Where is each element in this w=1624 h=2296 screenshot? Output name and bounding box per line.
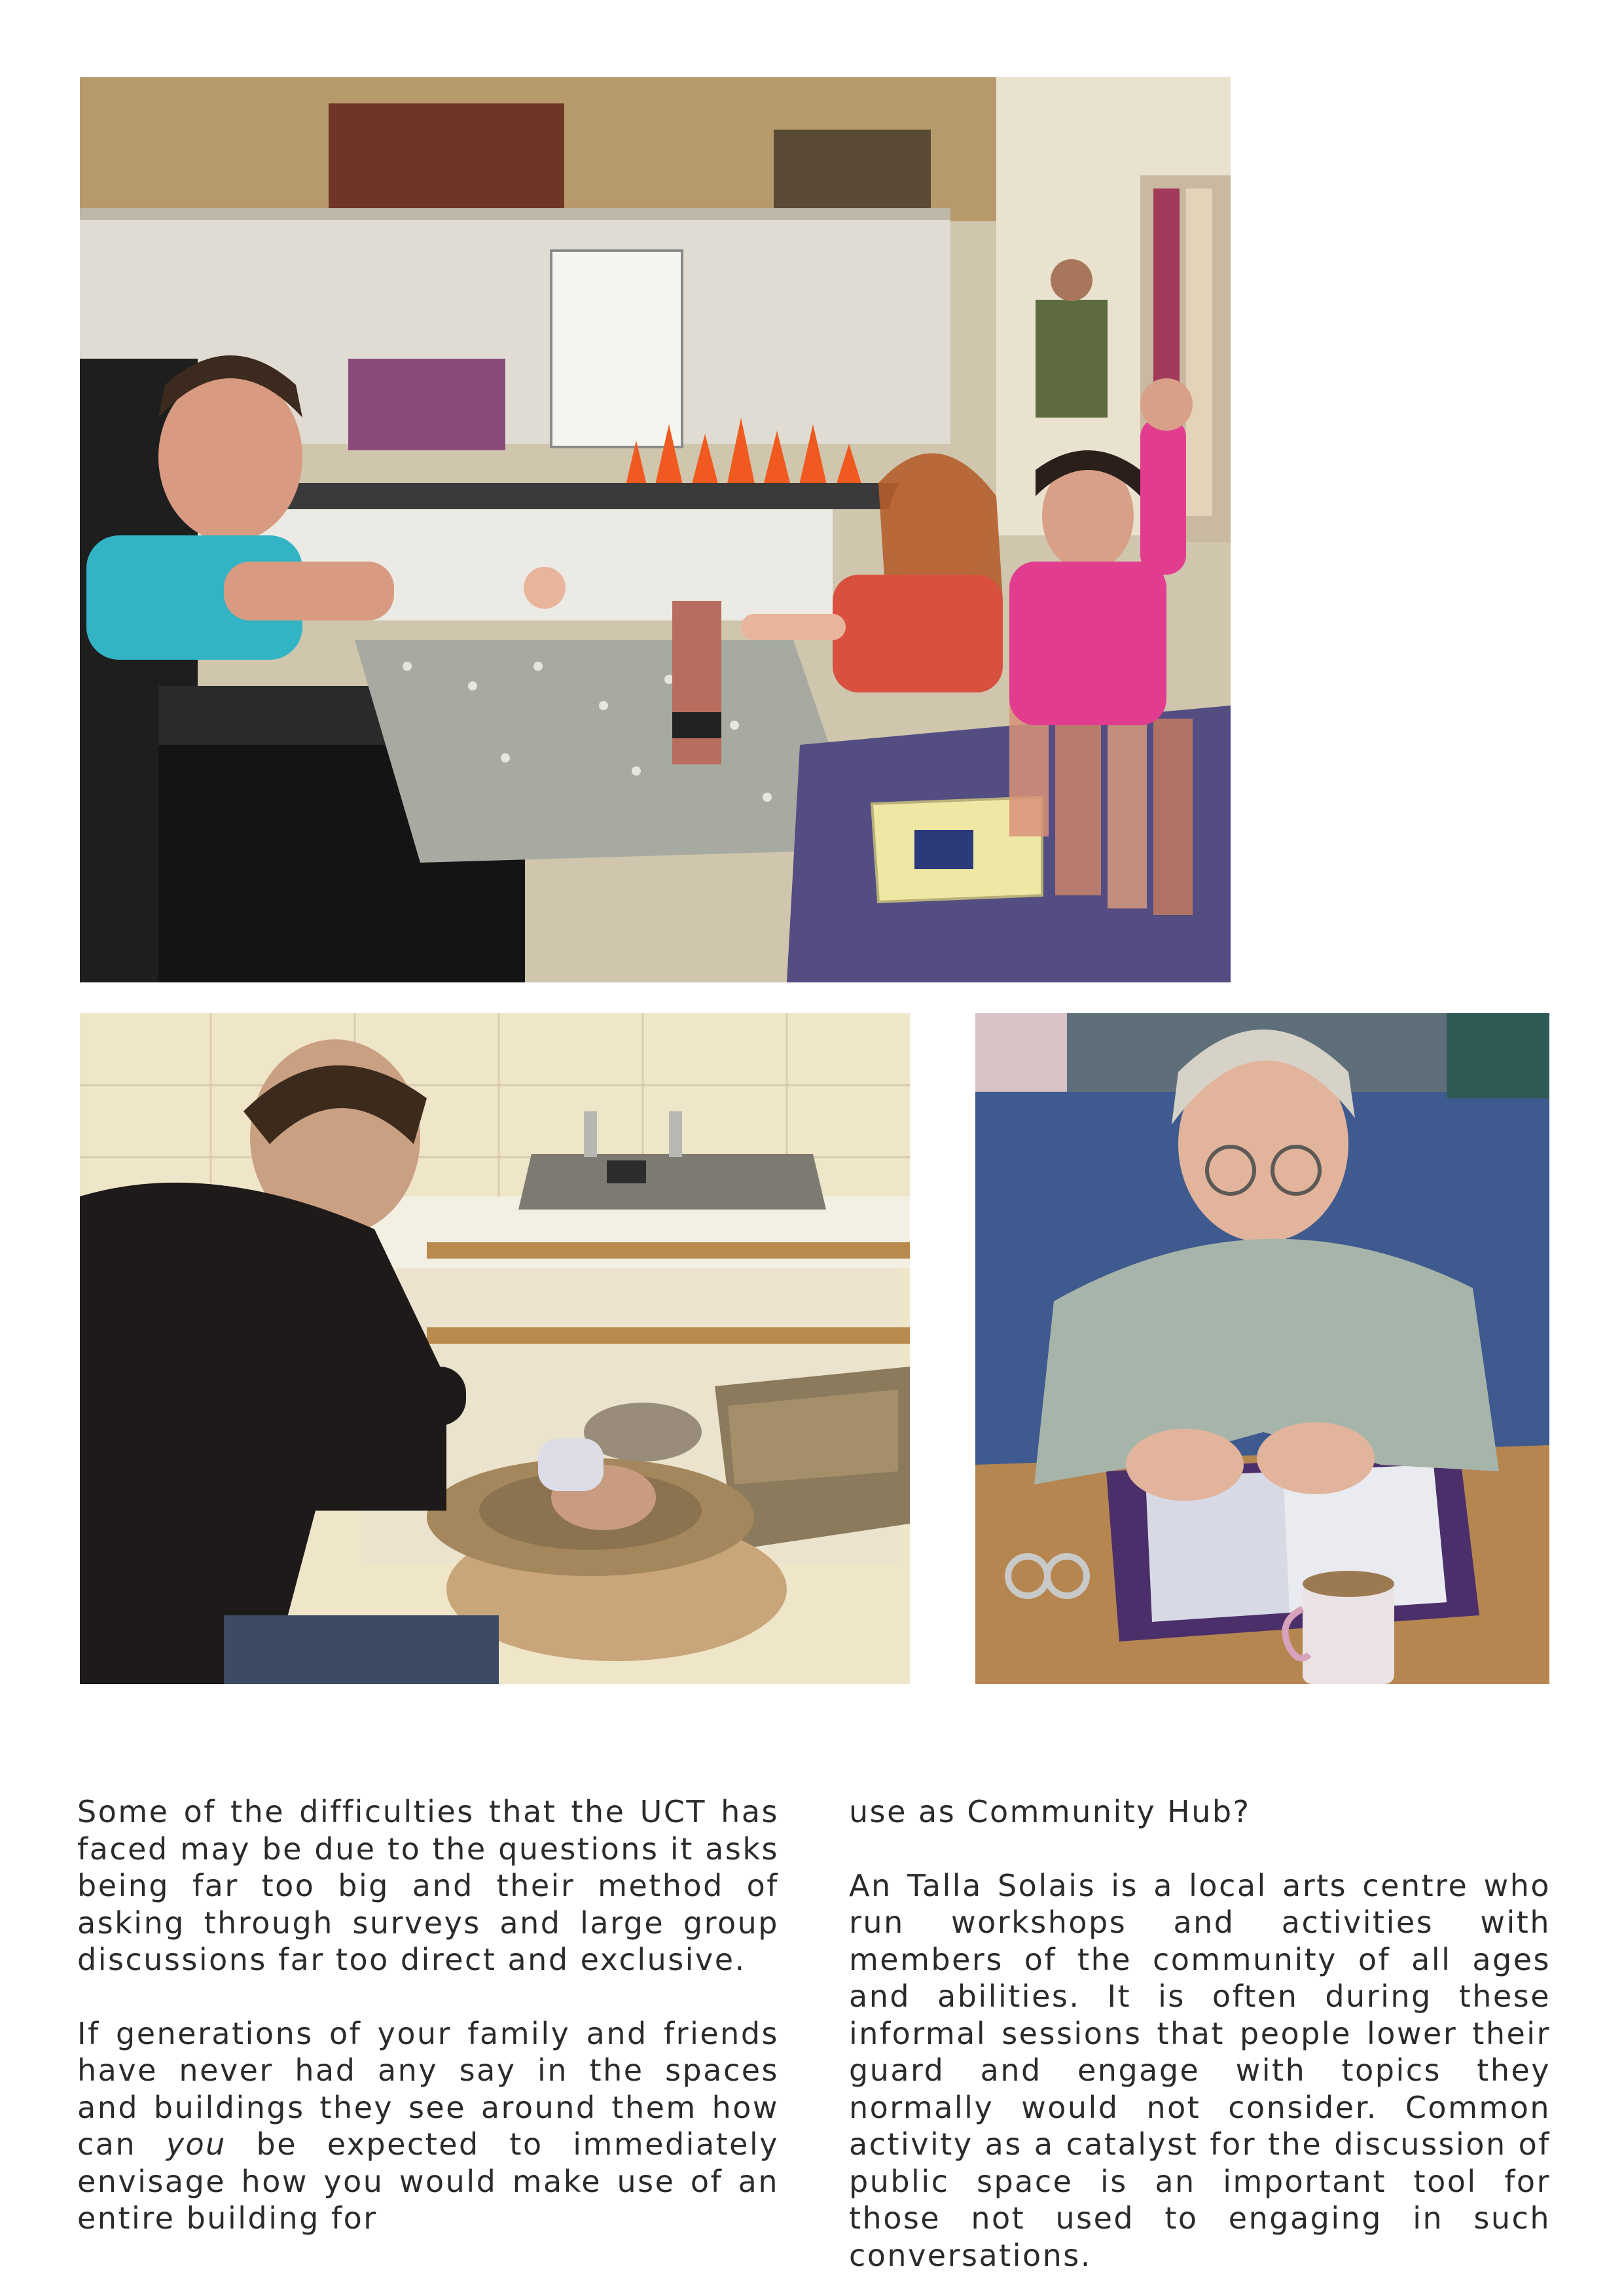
paragraph-text: be expected to immediately envisage how you would make use of an entire building for <box>77 2126 779 2236</box>
emphasis-text: you <box>166 2126 226 2162</box>
photo-pottery-wheel <box>80 1013 910 1684</box>
paragraph <box>77 2015 779 2237</box>
paragraph: An Talla Solais is a local arts centre who run workshops and activities with members of the community of all ages and abilities. It is often during these informal sessions that people lower their guard and engage with topics they normally would not consider. Common activity as a catalyst for the discussion of public space is an important tool for those not used to engaging in such conversations. <box>849 1867 1551 2273</box>
photo-candle-workshop <box>80 77 1231 982</box>
article-column-right <box>849 1793 1551 2274</box>
paragraph-text: If generations of your family and friends have never had any say in the spaces and buildings they see around them how can <box>77 2015 779 2162</box>
paragraph: use as Community Hub? <box>849 1794 1251 1829</box>
photo-paper-craft <box>975 1013 1549 1684</box>
paragraph: Some of the difficulties that the UCT has faced may be due to the questions it asks being far too big and their method of asking through surveys and large group discussions far too direct and exclusive. <box>77 1794 779 1977</box>
article-column-left <box>77 1793 779 2237</box>
